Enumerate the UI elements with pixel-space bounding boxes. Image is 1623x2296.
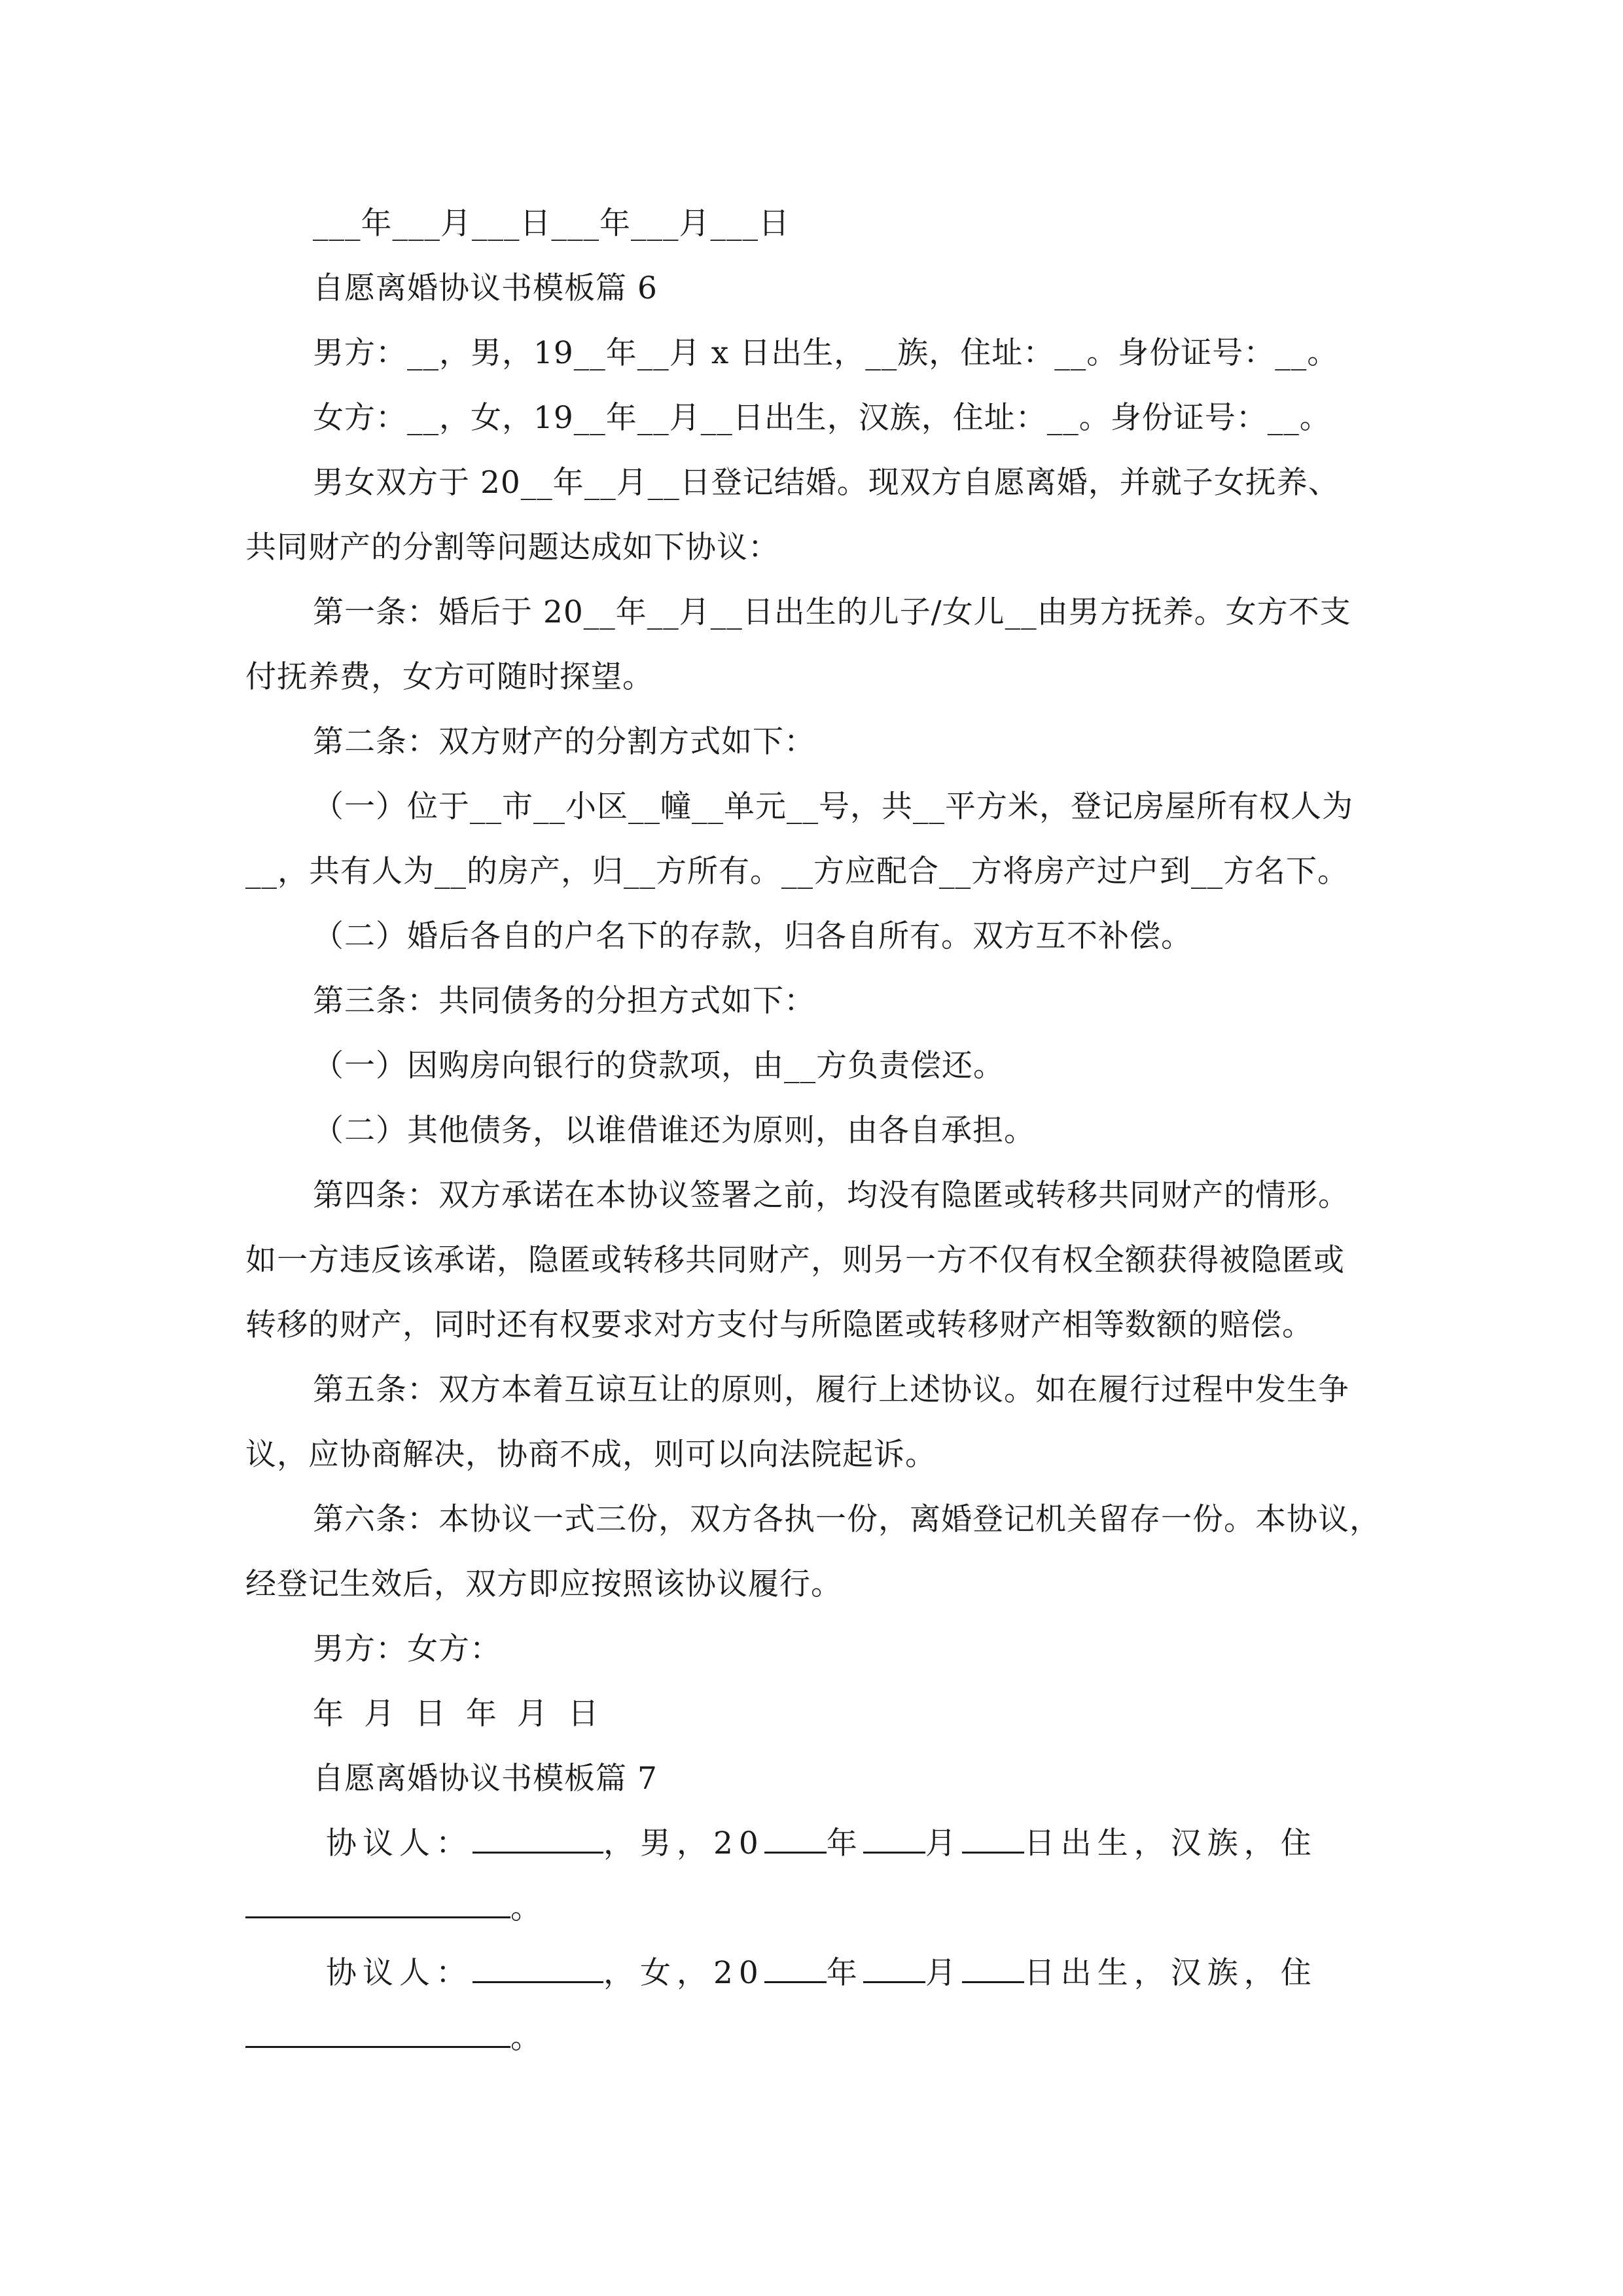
section-7-title: 自愿离婚协议书模板篇 7: [313, 1761, 658, 1797]
article-4-line-1: 第四条：双方承诺在本协议签署之前，均没有隐匿或转移共同财产的情形。: [313, 1177, 1349, 1213]
article-3-title: 第三条：共同债务的分担方式如下：: [313, 983, 815, 1019]
article-2-item-1-line-1: （一）位于__市__小区__幢__单元__号，共__平方米，登记房屋所有权人为: [313, 789, 1353, 825]
signature-line: 男方：女方：: [313, 1631, 501, 1667]
article-3-item-2: （二）其他债务，以谁借谁还为原则，由各自承担。: [313, 1113, 1035, 1149]
year-blank: [764, 1825, 827, 1854]
end-mark: 。: [510, 2020, 542, 2056]
article-2-item-2: （二）婚后各自的户名下的存款，归各自所有。双方互不补偿。: [313, 918, 1192, 954]
article-1-line-2: 付抚养费，女方可随时探望。: [245, 659, 654, 695]
address-blank: [245, 2020, 510, 2048]
section-6-title: 自愿离婚协议书模板篇 6: [313, 270, 658, 306]
party-label: 协议人：: [326, 1825, 473, 1861]
intro-paragraph-line-2: 共同财产的分割等问题达成如下协议：: [245, 529, 779, 565]
article-6-line-1: 第六条：本协议一式三份，双方各执一份，离婚登记机关留存一份。本协议，: [313, 1501, 1381, 1537]
name-blank: [473, 1955, 603, 1983]
intro-paragraph-line-1: 男女双方于 20__年__月__日登记结婚。现双方自愿离婚，并就子女抚养、: [313, 465, 1340, 501]
date-line-2: 年 月 日 年 月 日: [313, 1696, 599, 1732]
article-3-item-1: （一）因购房向银行的贷款项，由__方负责偿还。: [313, 1048, 1005, 1084]
party-gender: ，男，20: [603, 1825, 764, 1861]
end-mark: 。: [510, 1890, 542, 1926]
day-blank: [962, 1955, 1024, 1983]
day-blank: [962, 1825, 1024, 1854]
party-label: 协议人：: [326, 1955, 473, 1991]
month-blank: [863, 1825, 925, 1854]
address-blank: [245, 1890, 510, 1918]
month-label: 月: [925, 1825, 962, 1861]
agreement-party-2-address-line: [245, 2018, 542, 2058]
article-5-line-1: 第五条：双方本着互谅互让的原则，履行上述协议。如在履行过程中发生争: [313, 1372, 1349, 1408]
article-2-item-1-line-2: __，共有人为__的房产，归__方所有。__方应配合__方将房产过户到__方名下。: [245, 853, 1349, 889]
born-text: 日出生，汉族，住: [1024, 1955, 1317, 1991]
article-1-line-1: 第一条：婚后于 20__年__月__日出生的儿子/女儿__由男方抚养。女方不支: [313, 594, 1351, 630]
article-4-line-3: 转移的财产，同时还有权要求对方支付与所隐匿或转移财产相等数额的赔偿。: [245, 1307, 1313, 1343]
agreement-party-1-line: [326, 1824, 1317, 1863]
year-blank: [764, 1955, 827, 1983]
date-line-1: ___年___月___日___年___月___日: [313, 206, 790, 242]
agreement-party-2-line: [326, 1954, 1317, 1993]
born-text: 日出生，汉族，住: [1024, 1825, 1317, 1861]
month-label: 月: [925, 1955, 962, 1991]
month-blank: [863, 1955, 925, 1983]
female-party-line: 女方：__，女，19__年__月__日出生，汉族，住址：__。身份证号：__。: [313, 400, 1331, 436]
article-6-line-2: 经登记生效后，双方即应按照该协议履行。: [245, 1566, 842, 1602]
article-4-line-2: 如一方违反该承诺，隐匿或转移共同财产，则另一方不仅有权全额获得被隐匿或: [245, 1242, 1345, 1278]
year-label: 年: [826, 1825, 863, 1861]
name-blank: [473, 1825, 603, 1854]
male-party-line: 男方：__，男，19__年__月 x 日出生，__族，住址：__。身份证号：__。: [313, 335, 1339, 371]
article-2-title: 第二条：双方财产的分割方式如下：: [313, 724, 815, 760]
agreement-party-1-address-line: [245, 1889, 542, 1928]
year-label: 年: [826, 1955, 863, 1991]
article-5-line-2: 议，应协商解决，协商不成，则可以向法院起诉。: [245, 1437, 936, 1473]
party-gender: ，女，20: [603, 1955, 764, 1991]
